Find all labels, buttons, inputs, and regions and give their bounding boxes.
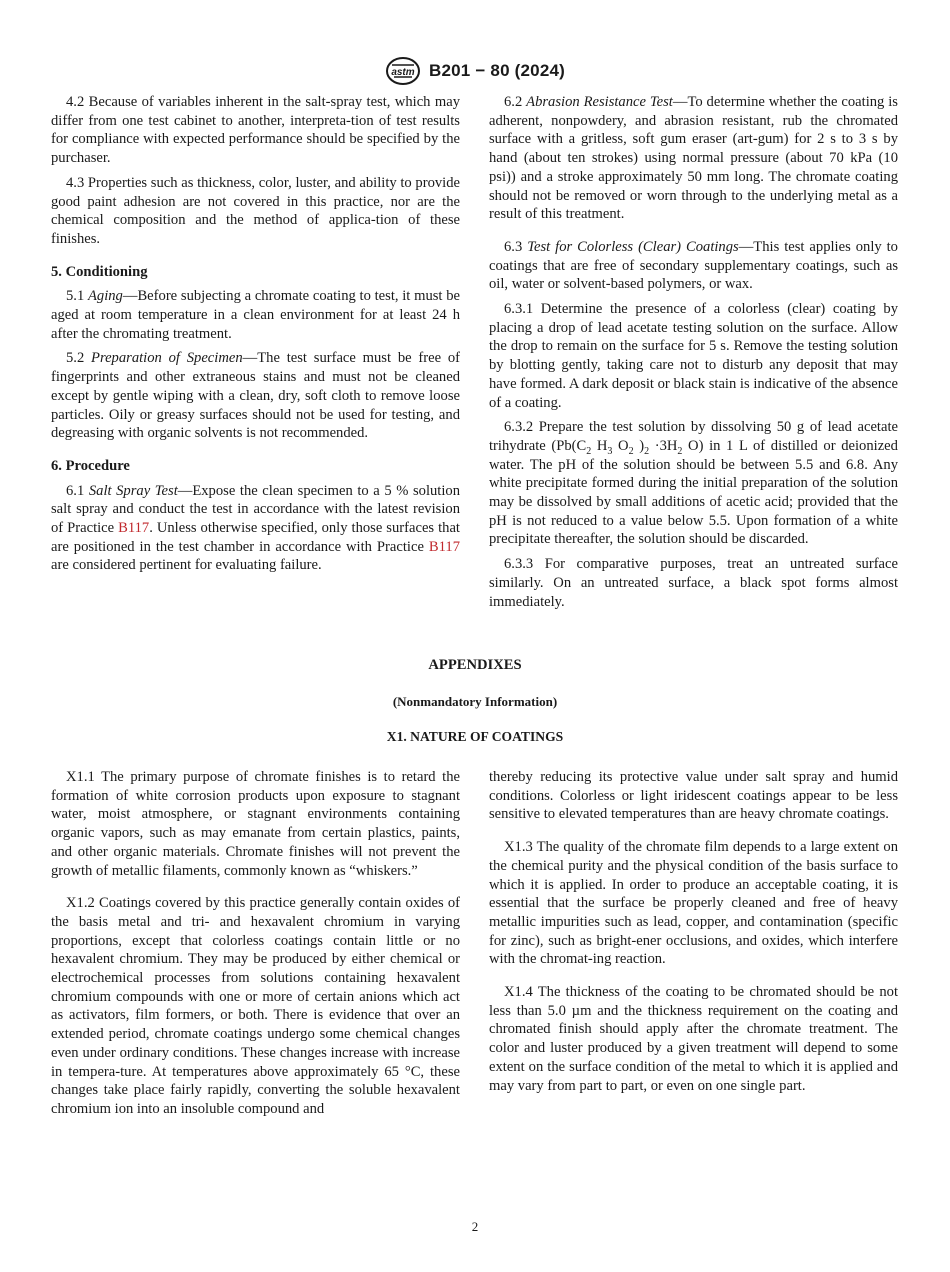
paragraph-5-2	[51, 349, 460, 443]
appendix-x1-title: X1. NATURE OF COATINGS	[386, 729, 564, 744]
paragraph-4-2: 4.2 Because of variables inherent in the salt-spray test, which may differ from one test cabinet to another, interpreta-tion of test results for compliance with expected performance should be specified by the purchaser.	[51, 94, 460, 167]
astm-logo-icon	[385, 56, 421, 86]
formula-part: )	[633, 437, 645, 454]
paragraph-number: 5.1	[66, 288, 85, 305]
formula-part: O	[612, 437, 629, 454]
paragraph-6-2	[489, 93, 898, 224]
paragraph-text: —This test applies only to coatings that are free of secondary supplementary coatings, such as oil, water or solvent-based polymers, or wax.	[489, 238, 898, 293]
svg-text:astm: astm	[391, 67, 415, 78]
subscript: 2	[586, 445, 592, 457]
subscript: 2	[628, 445, 634, 457]
paragraph-5-1	[51, 287, 460, 343]
paragraph-number: 5.2	[66, 350, 85, 367]
section-5-heading: 5. Conditioning	[51, 263, 148, 280]
nonmandatory-subtitle: (Nonmandatory Information)	[392, 694, 558, 709]
paragraph-6-3-3: 6.3.3 For comparative purposes, treat an untreated surface similarly. On an untreated surface, a black spot forms almost immediately.	[489, 556, 898, 610]
paragraph-text: —The test surface must be free of fingerprints and other extraneous stains and must not be cleaned except by gentle wiping with a clean, dry, soft cloth to remove loose particles. Oily or greasy surfaces should not be used for testing, and degreasing with organic solvents is not recommended.	[51, 350, 460, 442]
paragraph-text: . Unless otherwise specified, only those surfaces that are positioned in the test chamber in accordance with Practice	[51, 520, 460, 555]
document-designation: B201 − 80 (2024)	[429, 61, 565, 80]
paragraph-4-3: 4.3 Properties such as thickness, color, luster, and ability to provide good paint adhesion are not covered in this practice, nor are the chemical composition and the method of applica-tion of these finishes.	[51, 174, 460, 247]
paragraph-6-1	[51, 482, 460, 576]
paragraph-6-3	[489, 238, 898, 294]
reference-link-b117[interactable]: B117	[428, 538, 460, 555]
paragraph-6-3-2	[489, 418, 898, 549]
section-6-heading: 6. Procedure	[51, 457, 130, 474]
paragraph-x1-1: X1.1 The primary purpose of chromate finishes is to retard the formation of white corrosion products upon exposure to stagnant water, moist atmosphere, or stagnant environments containing organic vapors, such as may emanate from certain plastics, paints, and other organic materials. Chromate finishes will not prevent the growth of metallic filaments, commonly known as “whiskers.”	[51, 769, 460, 879]
page-header	[0, 56, 950, 86]
paragraph-title: Abrasion Resistance Test	[526, 94, 673, 110]
paragraph-number: 6.3	[504, 238, 523, 255]
formula-part: ·3H	[649, 437, 678, 454]
paragraph-text: —Expose the clean specimen to a 5 % solution salt spray and conduct the test in accordance with the latest revision of Practice	[51, 482, 460, 537]
paragraph-text: are considered pertinent for evaluating failure.	[51, 557, 322, 574]
paragraph-number: 6.1	[66, 482, 85, 499]
paragraph-x1-2-continued: thereby reducing its protective value under salt spray and humid conditions. Colorless or light iridescent coatings appear to be less sensitive to elevated temperatures than are heavy chromate coatings.	[489, 769, 898, 823]
appendixes-title: APPENDIXES	[428, 657, 522, 673]
paragraph-x1-3: X1.3 The quality of the chromate film depends to a large extent on the chemical purity and the physical condition of the basis surface to which it is applied. In order to produce an acceptable coating, it is essential that the surface be properly cleaned and free of heavy metallic impurities such as lead, copper, and contamination (specific for zinc), such as bright-ener occlusions, and oxides, which interfere with the chromat-ing reaction.	[489, 839, 898, 968]
left-column-bottom	[51, 768, 460, 1125]
left-column-top	[51, 93, 460, 581]
paragraph-title: Salt Spray Test	[88, 482, 178, 499]
subscript: 2	[677, 445, 683, 457]
paragraph-6-3-1: 6.3.1 Determine the presence of a colorless (clear) coating by placing a drop of lead acetate testing solution on the surface. Allow the drop to remain on the surface for 5 s. Remove the testing solution by blotting gently, taking care not to disturb any deposit that may have formed. A dark deposit or black stain is indicative of the absence of a coating.	[489, 301, 898, 411]
paragraph-x1-4: X1.4 The thickness of the coating to be chromated should be not less than 5.0 µm and the thickness requirement on the coating and chromated finish should apply after the chromate treatment. The color and luster produced by a given treatment will depend to some extent on the surface condition of the metal to which it is applied and may vary from part to part, or even on one single part.	[489, 984, 898, 1094]
reference-link-b117[interactable]: B117	[118, 520, 150, 537]
right-column-bottom	[489, 768, 898, 1101]
paragraph-title: Aging	[87, 288, 123, 305]
paragraph-text: 6.3.2 Prepare the test solution by dissolving 50 g of lead acetate trihydrate (Pb(C	[489, 419, 898, 454]
paragraph-number: 6.2	[504, 94, 523, 110]
subscript: 3	[607, 445, 613, 457]
paragraph-text: —To determine whether the coating is adherent, nonpowdery, and abrasion resistant, rub the chromated surface with a gritless, soft gum eraser (art-gum) for 2 s to 3 s by hand (about ten strokes) using normal pressure (about 70 kPa (10 psi)) and a stroke approximately 50 mm long. The chromate coating should not be removed or worn through to the underlying metal as a result of this treatment.	[489, 94, 898, 223]
formula-part: H	[591, 437, 608, 454]
paragraph-text: in 1 L of distilled or deionized water. The pH of the solution should be between 5.5 and 6.8. Any white precipitate formed during the initial preparation of the solution may be dissolved by small additions of acetic acid; provided that the pH is not reduced to a value below 5.5. Upon formation of a white precipitate thereafter, the solution should be discarded.	[489, 437, 898, 548]
paragraph-title: Test for Colorless (Clear) Coatings	[527, 238, 739, 255]
page-number: 2	[471, 1219, 479, 1234]
paragraph-text: —Before subjecting a chromate coating to test, it must be aged at room temperature in a clean environment for at least 24 h after the chromating treatment.	[51, 288, 460, 342]
subscript: 2	[644, 445, 650, 457]
right-column-top	[489, 93, 898, 617]
formula-part: O)	[682, 437, 704, 454]
paragraph-title: Preparation of Specimen	[91, 350, 243, 367]
paragraph-x1-2: X1.2 Coatings covered by this practice generally contain oxides of the basis metal and tri- and hexavalent chromium in varying proportions, except that colorless coatings contain little or no hexavalent chromium. They may be produced by either chemical or electrochemical processes from solutions containing hexavalent chromium compounds with one or more of certain anions which act as activators, film formers, or both. There is evidence that over an extended period, chromate coatings undergo some chemical changes even under ordinary conditions. These changes increase with increase in tempera-ture. At temperatures above approximately 65 °C, these changes take place fairly rapidly, converting the soluble hexavalent chromium ion into an insoluble compound and	[51, 895, 460, 1117]
